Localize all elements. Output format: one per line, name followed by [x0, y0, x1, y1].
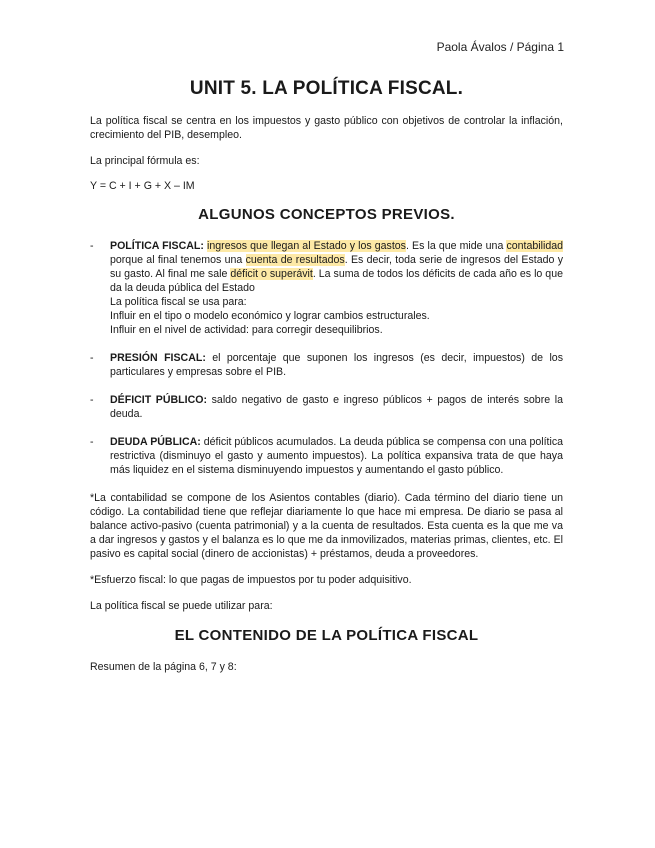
bullet-dash: -: [90, 352, 94, 364]
text-segment: . Es la que mide una: [405, 240, 504, 252]
term-deuda-publica: DEUDA PÚBLICA:: [110, 436, 201, 448]
uses-paragraph: La política fiscal se puede utilizar para:: [90, 600, 273, 612]
definition-deuda-publica: déficit públicos acumulados. La deuda pública se compensa con una política restrictiva (disminuyo el gasto y aumento impuestos). La política expansiva trata de que haya más liquidez en el sistema disminuyendo impuestos y aumentando el gasto público.: [110, 436, 564, 476]
list-item-politica-fiscal: [90, 239, 563, 337]
note-esfuerzo-fiscal: *Esfuerzo fiscal: lo que pagas de impuestos por tu poder adquisitivo.: [90, 574, 412, 586]
bullet-dash: -: [90, 394, 94, 406]
definition-deficit-publico: saldo negativo de gasto e ingreso públicos + pagos de interés sobre la deuda.: [110, 394, 563, 420]
section-title-conceptos: ALGUNOS CONCEPTOS PREVIOS.: [198, 206, 455, 223]
highlight-cuenta-resultados: cuenta de resultados: [245, 254, 345, 266]
formula-label: La principal fórmula es:: [90, 155, 200, 167]
page-header: Paola Ávalos / Página 1: [436, 40, 564, 54]
highlight-ingresos: ingresos que llegan al Estado y los gastos: [207, 240, 406, 252]
highlight-contabilidad: contabilidad: [506, 240, 563, 252]
list-item-deuda-publica: [90, 435, 563, 477]
formula: Y = C + I + G + X – IM: [90, 180, 195, 192]
list-item-presion-fiscal: [90, 351, 563, 379]
term-politica-fiscal: POLÍTICA FISCAL:: [110, 240, 204, 252]
sub-line-actividad: Influir en el nivel de actividad: para corregir desequilibrios.: [110, 324, 383, 336]
text-segment: . Es decir, toda serie de ingresos del Estado y su gasto. Al final me sale: [110, 254, 563, 280]
page-title: UNIT 5. LA POLÍTICA FISCAL.: [189, 78, 464, 99]
definition-presion-fiscal: el porcentaje que suponen los ingresos (es decir, impuestos) de los particulares y empresas sobre el PIB.: [110, 352, 563, 378]
summary-paragraph: Resumen de la página 6, 7 y 8:: [90, 661, 237, 673]
concepts-list: [90, 239, 563, 477]
text-segment: . La suma de todos los déficits de cada año es lo que da la deuda pública del Estado: [110, 268, 563, 294]
term-presion-fiscal: PRESIÓN FISCAL:: [110, 352, 206, 364]
note-contabilidad: *La contabilidad se compone de los Asientos contables (diario). Cada término del diario tiene un código. La contabilidad tiene que reflejar diariamente lo que hace mi empresa. De diario se pasa al balance activo-pasivo (cuenta patrimonial) y a la cuenta de resultados. Esta cuenta es la que me va a dar ingresos y gastos y el balanza es lo que me da inmovilizados, materias primas, clientes, etc. El pasivo es capital social (dinero de accionistas) + préstamos, deuda a proveedores.: [90, 492, 563, 560]
sub-line-uso: La política fiscal se usa para:: [110, 296, 247, 308]
bullet-dash: -: [90, 436, 94, 448]
text-segment: porque al final tenemos una: [110, 254, 246, 266]
term-deficit-publico: DÉFICIT PÚBLICO:: [110, 394, 208, 406]
document-body: [90, 78, 563, 686]
sub-line-estructural: Influir en el tipo o modelo económico y lograr cambios estructurales.: [110, 310, 430, 322]
intro-paragraph: La política fiscal se centra en los impuestos y gasto público con objetivos de controlar la inflación, crecimiento del PIB, desempleo.: [90, 115, 563, 141]
section-title-contenido: EL CONTENIDO DE LA POLÍTICA FISCAL: [174, 627, 479, 644]
highlight-deficit-superavit: déficit o superávit: [230, 268, 313, 280]
bullet-dash: -: [90, 240, 94, 252]
list-item-deficit-publico: [90, 393, 563, 421]
